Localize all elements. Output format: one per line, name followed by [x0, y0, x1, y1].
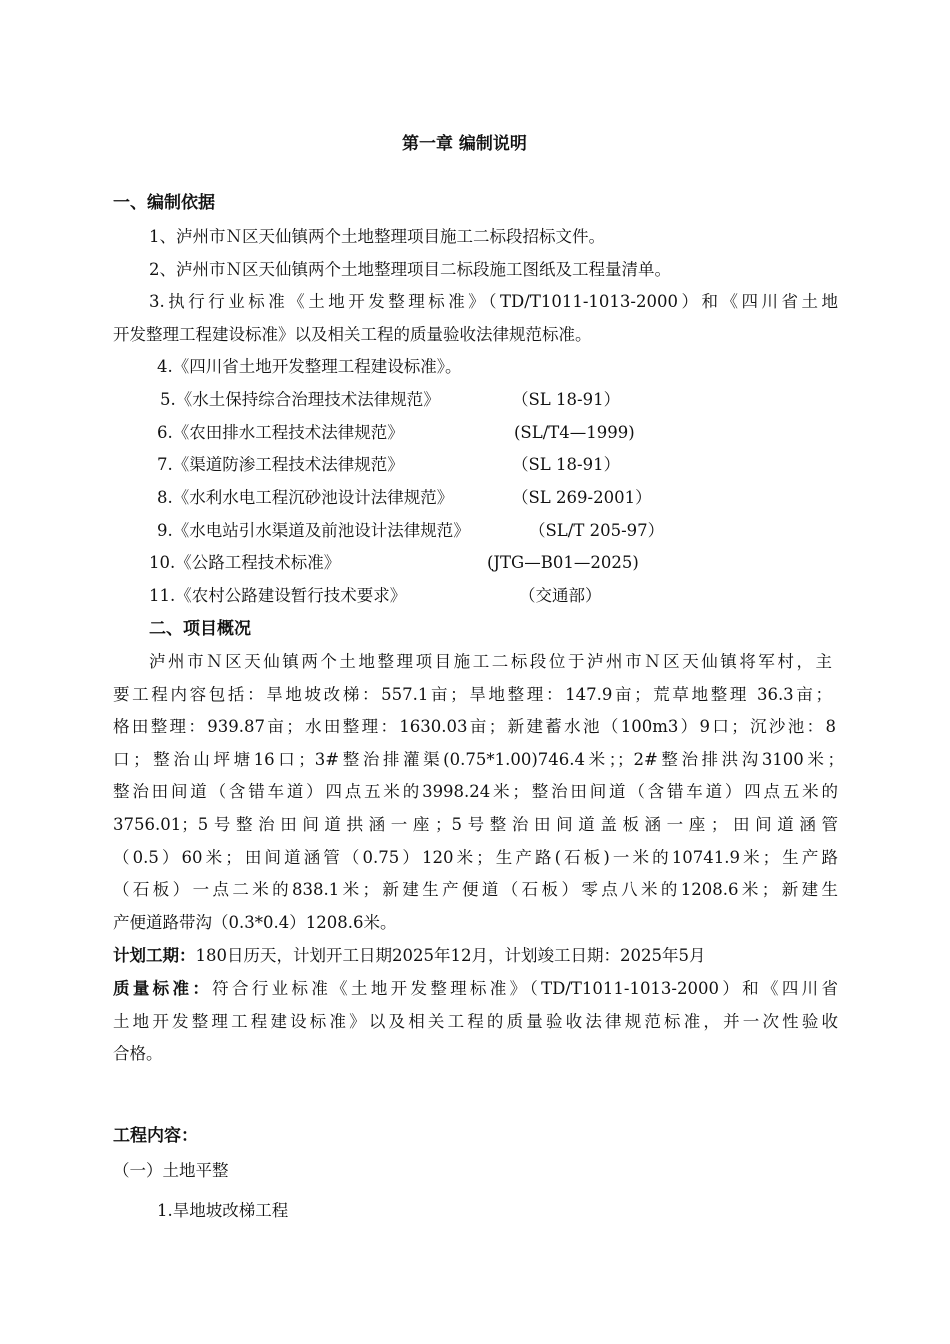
overview-line-5: 整治田间道（含错车道）四点五米的3998.24米；整治田间道（含错车道）四点五米的	[113, 782, 838, 801]
content-heading: 工程内容：	[113, 1126, 198, 1146]
norm-name-8: 8.《水利水电工程沉砂池设计法律规范》	[157, 488, 454, 507]
quality-line-3: 合格。	[113, 1044, 163, 1063]
norm-name-10: 10.《公路工程技术标准》	[149, 553, 341, 572]
norm-name-7: 7.《渠道防渗工程技术法律规范》	[157, 455, 404, 474]
basis-item-3-cont: 开发整理工程建设标准》以及相关工程的质量验收法律规范标准。	[113, 325, 592, 344]
norm-code-6: (SL/T4—1999)	[514, 423, 635, 442]
norm-code-5: （SL 18-91）	[512, 390, 621, 409]
basis-item-3: 3.执行行业标准《土地开发整理标准》（TD/T1011-1013-2000）和《四川省土地	[149, 292, 838, 311]
quality-text-1: 符合行业标准《土地开发整理标准》（TD/T1011-1013-2000）和《四川省	[212, 979, 838, 998]
overview-line-6: 3756.01；5号整治田间道拱涵一座；5号整治田间道盖板涵一座；田间道涵管	[113, 815, 838, 834]
norm-name-11: 11.《农村公路建设暂行技术要求》	[149, 586, 407, 605]
schedule-label: 计划工期：	[113, 946, 196, 965]
overview-line-1: 泸州市Ｎ区天仙镇两个土地整理项目施工二标段位于泸州市Ｎ区天仙镇将军村，主	[149, 652, 832, 671]
quality-label: 质量标准：	[113, 979, 213, 998]
section-heading-basis: 一、编制依据	[113, 193, 215, 213]
schedule-text: 180日历天，计划开工日期2025年12月，计划竣工日期：2025年5月	[195, 946, 706, 965]
norm-code-11: （交通部）	[519, 586, 602, 605]
norm-code-7: （SL 18-91）	[512, 455, 621, 474]
content-subheading: （一）土地平整	[113, 1161, 229, 1180]
section-heading-overview: 二、项目概况	[149, 619, 251, 639]
norm-name-6: 6.《农田排水工程技术法律规范》	[157, 423, 404, 442]
quality-line-1	[113, 978, 838, 1000]
overview-line-4: 口；整治山坪塘16口；3#整治排灌渠(0.75*1.00)746.4米；；2#整治排洪沟3100米；	[113, 750, 844, 769]
overview-line-7: （0.5）60米；田间道涵管（0.75）120米；生产路(石板)一米的10741.9米；生产路	[113, 848, 838, 867]
content-item-1: 1.旱地坡改梯工程	[157, 1201, 289, 1220]
overview-line-9: 产便道路带沟（0.3*0.4）1208.6米。	[113, 913, 397, 932]
norm-code-8: （SL 269-2001）	[512, 488, 652, 507]
norm-name-9: 9.《水电站引水渠道及前池设计法律规范》	[157, 521, 470, 540]
basis-item-2: 2、泸州市Ｎ区天仙镇两个土地整理项目二标段施工图纸及工程量清单。	[149, 260, 671, 279]
basis-item-4: 4.《四川省土地开发整理工程建设标准》。	[157, 357, 462, 376]
basis-item-1: 1、泸州市Ｎ区天仙镇两个土地整理项目施工二标段招标文件。	[149, 227, 605, 246]
norm-name-5: 5.《水土保持综合治理技术法律规范》	[160, 390, 440, 409]
norm-code-9: （SL/T 205-97）	[529, 521, 665, 540]
overview-line-2: 要工程内容包括：旱地坡改梯：557.1亩；旱地整理：147.9亩；荒草地整理 36.3亩；	[113, 685, 832, 704]
chapter-title: 第一章 编制说明	[402, 134, 527, 154]
overview-line-8: （石板）一点二米的838.1米；新建生产便道（石板）零点八米的1208.6米；新建生	[113, 880, 838, 899]
quality-line-2: 土地开发整理工程建设标准》以及相关工程的质量验收法律规范标准，并一次性验收	[113, 1012, 838, 1031]
schedule-line	[113, 945, 705, 967]
norm-code-10: (JTG—B01—2025)	[487, 553, 639, 572]
overview-line-3: 格田整理：939.87亩；水田整理：1630.03亩；新建蓄水池（100m3）9口；沉沙池：8	[113, 717, 836, 736]
